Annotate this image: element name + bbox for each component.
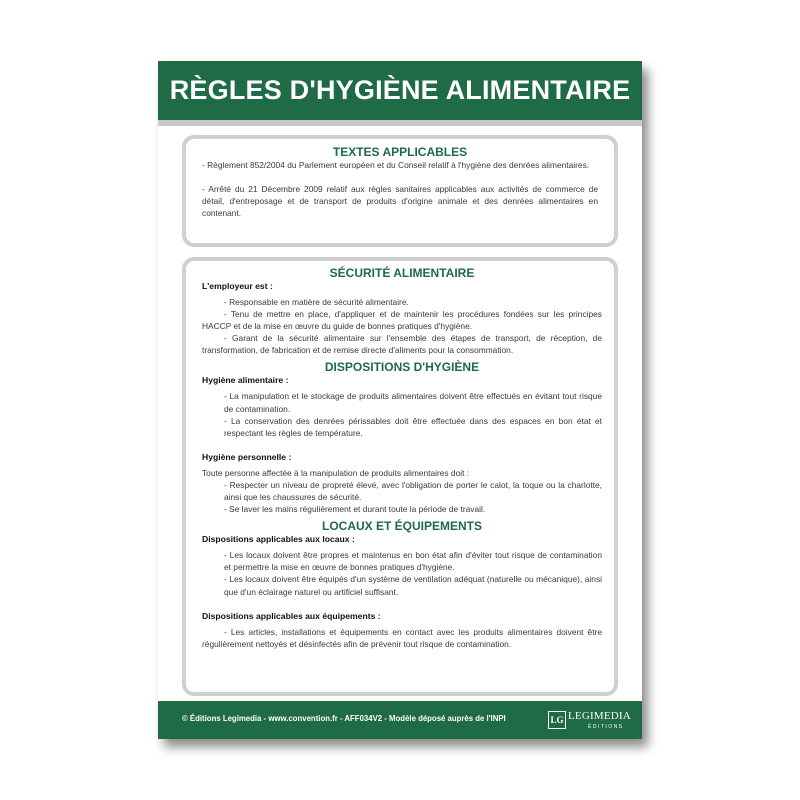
header-divider [158,120,642,126]
employeur-item: - Responsable en matière de sécurité alimentaire. [224,297,409,307]
logo-mark-icon: LG [548,711,566,729]
textes-paragraph-1: - Règlement 852/2004 du Parlement européen et du Conseil relatif à l'hygiène des denrées alimentaires. [202,160,590,170]
locaux-equipements-title: LOCAUX ET ÉQUIPEMENTS [321,519,482,534]
poster [158,61,642,739]
logo-subtitle: ÉDITIONS [588,724,624,730]
employeur-item: - Tenu de mettre en place, d'appliquer et de maintenir les procédures fondées sur les principes HACCP et de la mise en œuvre du guide de bonnes pratiques d'hygiène. [202,309,602,332]
hygiene-alimentaire-item: - La manipulation et le stockage de produits alimentaires doivent être effectués en évitant tout risque de contamination. [224,391,602,414]
poster-header [158,61,642,120]
footer-copyright: © Éditions Legimedia - www.convention.fr - AFF034V2 - Modèle déposé auprès de l'INPI [182,714,506,723]
hygiene-personnelle-label: Hygiène personnelle : [202,451,292,462]
poster-title: RÈGLES D'HYGIÈNE ALIMENTAIRE [169,75,631,105]
locaux-label: Dispositions applicables aux locaux : [202,534,355,545]
textes-applicables-title: TEXTES APPLICABLES [332,145,468,159]
textes-paragraph-2: - Arrêté du 21 Décembre 2009 relatif aux règles sanitaires applicables aux activités de commerce de détail, d'entreposage et de transport de produits d'origine animale et des denrées alimentaires en contenant. [202,184,598,219]
textes-applicables-box [182,135,618,247]
securite-alimentaire-title: SÉCURITÉ ALIMENTAIRE [329,266,475,280]
equipements-label: Dispositions applicables aux équipements : [202,610,381,621]
hygiene-alimentaire-item: - La conservation des denrées périssables doit être effectuée dans des espaces en bon état et respectant les règles de température. [224,415,602,438]
legimedia-logo [548,709,632,733]
hygiene-alimentaire-label: Hygiène alimentaire : [202,375,289,386]
hygiene-personnelle-item: - Respecter un niveau de propreté élevé, avec l'obligation de porter le calot, la toque ou la charlotte, ainsi que les chaussures de sécurité. [224,479,602,503]
main-content-box [182,257,618,696]
logo-name: LEGIMEDIA [568,710,631,722]
employeur-label: L'employeur est : [202,281,273,291]
dispositions-hygiene-title: DISPOSITIONS D'HYGIÈNE [324,360,480,375]
employeur-item: - Garant de la sécurité alimentaire sur l'ensemble des étapes de transport, de réception, de transformation, de fabrication et de remise directe d'aliments pour la consommation. [202,333,602,356]
locaux-item: - Les locaux doivent être équipés d'un système de ventilation adéquat (naturelle ou mécanique), ainsi que d'un éclairage naturel ou artificiel suffisant. [224,574,602,597]
hygiene-personnelle-item: - Se laver les mains régulièrement et durant toute la période de travail. [224,504,486,515]
poster-footer [158,701,642,739]
hygiene-personnelle-intro: Toute personne affectée à la manipulation de produits alimentaires doit : [202,467,470,478]
equipements-text: - Les articles, installations et équipements en contact avec les produits alimentaires doivent être régulièrement nettoyés et désinfectés afin de prévenir tout risque de contamination. [202,626,602,649]
locaux-item: - Les locaux doivent être propres et maintenus en bon état afin d'éviter tout risque de contamination et permettre la mise en œuvre de bonnes pratiques d'hygiène. [224,550,602,573]
